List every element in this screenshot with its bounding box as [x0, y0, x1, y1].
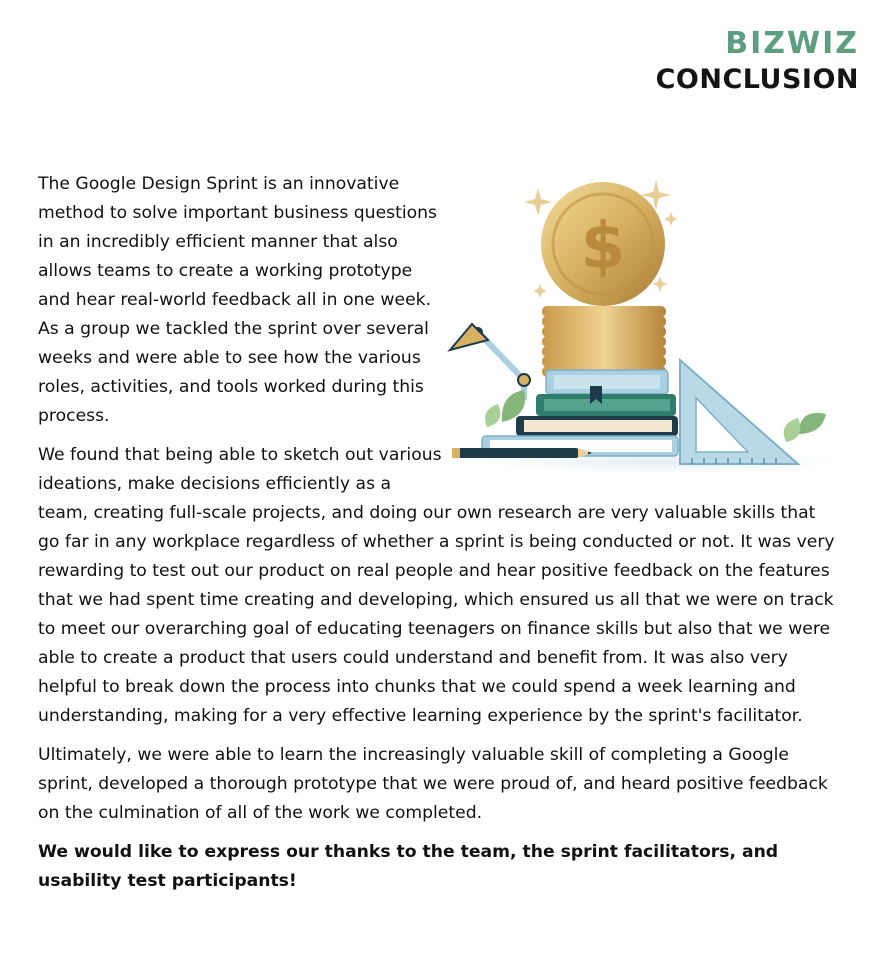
- triangle-ruler-icon: [680, 360, 798, 464]
- finance-education-illustration: [442, 172, 844, 486]
- coin-stack-icon: [542, 306, 666, 377]
- paragraph-skills: We found that being able to sketch out various ideations, make decisions efficiently as a team, creating full-scale projects, and doing our own research are very valuable skills that go far in any workplace regardless of whether a sprint is being conducted or not. It was very rewarding to test out our product on real people and hear positive feedback on the features that we had spent time creating and developing, which ensured us all that we were on track to meet our overarching goal of educating teenagers on finance skills but also that we were able to create a product that users could understand and benefit from. It was also very helpful to break down the process into chunks that we could spend a week learning and understanding, making for a very effective learning experience by the sprint's facilitator.: [38, 445, 835, 726]
- dollar-coin-icon: [541, 182, 665, 306]
- page-title: CONCLUSION: [655, 64, 859, 95]
- brand-logo: BIZWIZ: [725, 26, 859, 61]
- page-header: [656, 26, 859, 97]
- paragraph-ultimately: Ultimately, we were able to learn the increasingly valuable skill of completing a Google sprint, developed a thorough prototype that we were proud of, and heard positive feedback on the culmination of all of the work we completed.: [38, 745, 828, 823]
- pencil-icon: [452, 448, 592, 458]
- paragraph-intro: The Google Design Sprint is an innovative method to solve important business questions in an incredibly efficient manner that also allows teams to create a working prototype and hear real-world feedback all in one week. As a group we tackled the sprint over several weeks and were able to see how the various roles, activities, and tools worked during this process.: [38, 174, 437, 426]
- desk-lamp-icon: [450, 324, 530, 400]
- conclusion-content: [38, 170, 838, 906]
- paragraph-thanks: We would like to express our thanks to the team, the sprint facilitators, and usability test participants!: [38, 842, 779, 891]
- svg-text:$: $: [580, 210, 626, 284]
